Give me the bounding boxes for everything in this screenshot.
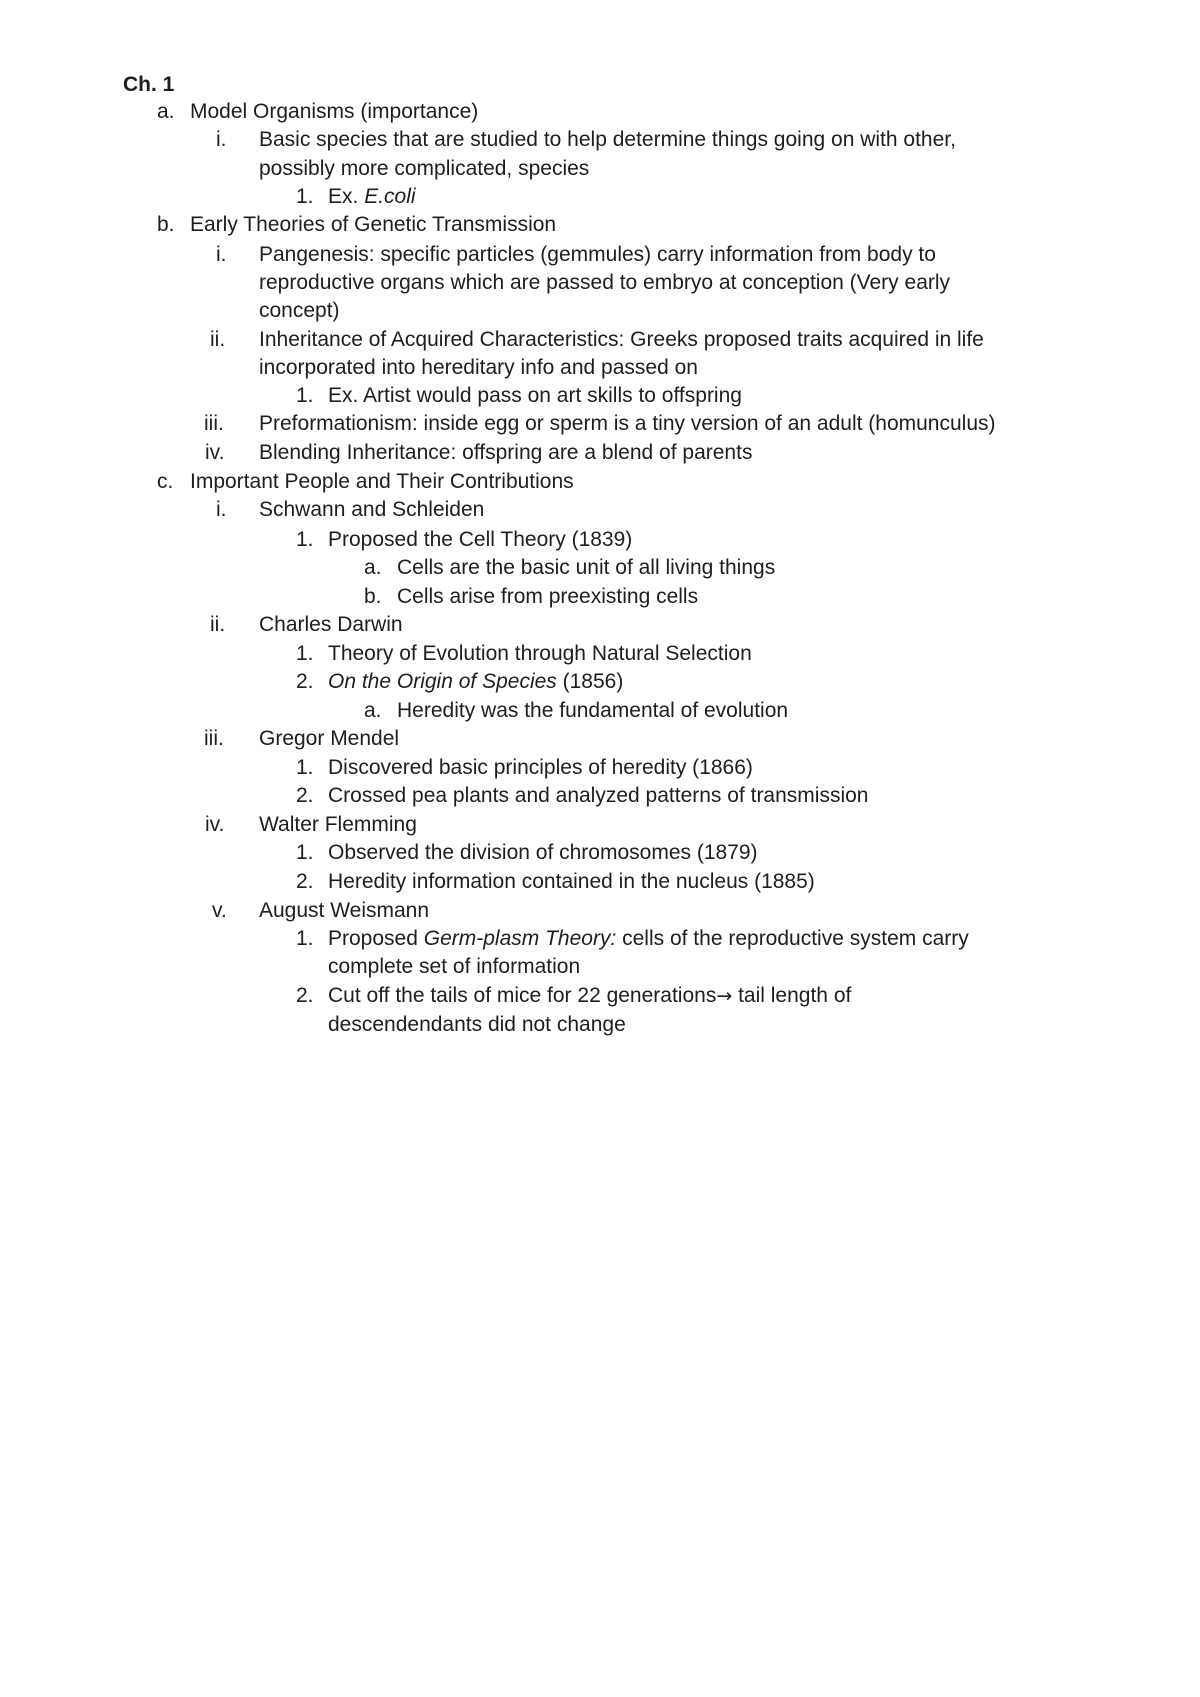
item-b-i-line2	[0, 267, 1200, 298]
subitem-c-ii-2-line	[0, 666, 1200, 697]
subitem-c-v-1-prefix: Proposed	[328, 927, 424, 950]
subitem-c-ii-2-italic: On the Origin of Species	[328, 670, 557, 693]
point-c-ii-2-a-marker: a.	[364, 699, 382, 722]
subitem-c-iii-1-text: Discovered basic principles of heredity (1866)	[328, 756, 753, 779]
subitem-c-ii-1-line	[0, 638, 1200, 669]
point-c-ii-2-a-text: Heredity was the fundamental of evolution	[397, 699, 789, 722]
item-a-i-line1	[0, 124, 1200, 155]
right-arrow-icon: →	[716, 985, 733, 1007]
item-a-i-marker: i.	[216, 128, 227, 151]
subitem-c-i-1-line	[0, 524, 1200, 555]
subitem-c-iv-2-text: Heredity information contained in the nucleus (1885)	[328, 870, 815, 893]
item-b-i-text-3: concept)	[259, 299, 340, 322]
subitem-c-iii-2-marker: 2.	[296, 784, 314, 807]
section-c-line	[0, 466, 1200, 497]
item-c-iv-text: Walter Flemming	[259, 813, 417, 836]
section-b-title: Early Theories of Genetic Transmission	[190, 213, 557, 236]
subitem-c-iv-1-line	[0, 837, 1200, 868]
subitem-c-i-1-text: Proposed the Cell Theory (1839)	[328, 528, 633, 551]
subitem-c-v-2-text-2: descendendants did not change	[328, 1013, 626, 1036]
item-c-ii-text: Charles Darwin	[259, 613, 403, 636]
subitem-c-iv-1-marker: 1.	[296, 841, 314, 864]
item-c-iii-marker: iii.	[204, 727, 224, 750]
subitem-c-v-2-prefix: Cut off the tails of mice for 22 generations	[328, 984, 717, 1007]
subitem-c-ii-2-suffix: (1856)	[556, 670, 624, 693]
item-b-i-marker: i.	[216, 243, 227, 266]
item-c-v-line	[0, 895, 1200, 926]
item-b-ii-text-1: Inheritance of Acquired Characteristics: Greeks proposed traits acquired in life	[259, 328, 984, 351]
item-c-ii-line	[0, 609, 1200, 640]
point-c-i-1-b-text: Cells arise from preexisting cells	[397, 585, 699, 608]
subitem-c-iv-2-line	[0, 866, 1200, 897]
subitem-c-v-1-suffix: cells of the reproductive system carry	[616, 927, 969, 950]
subitem-c-v-1-marker: 1.	[296, 927, 314, 950]
item-c-ii-marker: ii.	[210, 613, 226, 636]
subitem-a-i-1-line	[0, 181, 1200, 212]
subitem-b-ii-1-line	[0, 380, 1200, 411]
subitem-c-iv-2-marker: 2.	[296, 870, 314, 893]
subitem-a-i-1-italic: E.coli	[364, 185, 416, 208]
chapter-title: Ch. 1	[123, 73, 175, 96]
subitem-c-v-1-text	[328, 923, 969, 954]
item-b-iv-line	[0, 437, 1200, 468]
item-a-i-text-1: Basic species that are studied to help determine things going on with other,	[259, 128, 956, 151]
item-c-iii-line	[0, 723, 1200, 754]
item-b-iv-marker: iv.	[205, 441, 225, 464]
subitem-a-i-1-text	[328, 181, 416, 212]
item-b-i-text-1: Pangenesis: specific particles (gemmules) carry information from body to	[259, 243, 936, 266]
subitem-b-ii-1-text: Ex. Artist would pass on art skills to offspring	[328, 384, 742, 407]
subitem-c-v-2-line1	[0, 980, 1200, 1011]
subitem-c-i-1-marker: 1.	[296, 528, 314, 551]
subitem-c-ii-2-marker: 2.	[296, 670, 314, 693]
subitem-c-v-1-italic: Germ-plasm Theory:	[423, 927, 617, 950]
item-b-iii-text: Preformationism: inside egg or sperm is a tiny version of an adult (homunculus)	[259, 412, 996, 435]
item-c-iii-text: Gregor Mendel	[259, 727, 400, 750]
item-b-iii-line	[0, 408, 1200, 439]
point-c-i-1-a-line	[0, 552, 1200, 583]
item-b-i-text-2: reproductive organs which are passed to embryo at conception (Very early	[259, 271, 951, 294]
subitem-b-ii-1-marker: 1.	[296, 384, 314, 407]
subitem-c-iv-1-text: Observed the division of chromosomes (1879)	[328, 841, 758, 864]
subitem-c-v-1-text-2: complete set of information	[328, 955, 581, 978]
item-b-iv-text: Blending Inheritance: offspring are a blend of parents	[259, 441, 753, 464]
section-c-title: Important People and Their Contributions	[190, 470, 574, 493]
subitem-c-iii-2-line	[0, 780, 1200, 811]
subitem-a-i-1-prefix: Ex.	[328, 185, 365, 208]
item-b-ii-line2	[0, 352, 1200, 383]
section-a-line	[0, 96, 1200, 127]
subitem-c-ii-1-text: Theory of Evolution through Natural Selection	[328, 642, 752, 665]
item-b-ii-line1	[0, 324, 1200, 355]
section-a-marker: a.	[157, 100, 175, 123]
item-b-i-line3	[0, 295, 1200, 326]
item-c-iv-line	[0, 809, 1200, 840]
item-b-iii-marker: iii.	[204, 412, 224, 435]
item-c-v-text: August Weismann	[259, 899, 430, 922]
item-c-iv-marker: iv.	[205, 813, 225, 836]
item-b-i-line1	[0, 239, 1200, 270]
item-a-i-line2	[0, 153, 1200, 184]
subitem-c-ii-1-marker: 1.	[296, 642, 314, 665]
item-c-v-marker: v.	[212, 899, 227, 922]
item-c-i-marker: i.	[216, 498, 227, 521]
item-c-i-line	[0, 494, 1200, 525]
subitem-c-v-2-marker: 2.	[296, 984, 314, 1007]
point-c-i-1-a-text: Cells are the basic unit of all living things	[397, 556, 776, 579]
section-a-title: Model Organisms (importance)	[190, 100, 479, 123]
item-b-ii-marker: ii.	[210, 328, 226, 351]
subitem-c-ii-2-text	[328, 666, 623, 697]
section-c-marker: c.	[157, 470, 174, 493]
point-c-ii-2-a-line	[0, 695, 1200, 726]
subitem-c-v-2-suffix: tail length of	[732, 984, 852, 1007]
point-c-i-1-b-marker: b.	[364, 585, 382, 608]
subitem-c-iii-1-marker: 1.	[296, 756, 314, 779]
subitem-c-v-1-line2	[0, 951, 1200, 982]
item-c-i-text: Schwann and Schleiden	[259, 498, 485, 521]
item-a-i-text-2: possibly more complicated, species	[259, 157, 590, 180]
point-c-i-1-a-marker: a.	[364, 556, 382, 579]
subitem-c-iii-2-text: Crossed pea plants and analyzed patterns of transmission	[328, 784, 869, 807]
subitem-c-v-1-line1	[0, 923, 1200, 954]
item-b-ii-text-2: incorporated into hereditary info and passed on	[259, 356, 698, 379]
subitem-c-v-2-line2	[0, 1009, 1200, 1040]
point-c-i-1-b-line	[0, 581, 1200, 612]
subitem-c-iii-1-line	[0, 752, 1200, 783]
subitem-a-i-1-marker: 1.	[296, 185, 314, 208]
section-b-line	[0, 209, 1200, 240]
subitem-c-v-2-text	[328, 980, 851, 1012]
section-b-marker: b.	[157, 213, 175, 236]
